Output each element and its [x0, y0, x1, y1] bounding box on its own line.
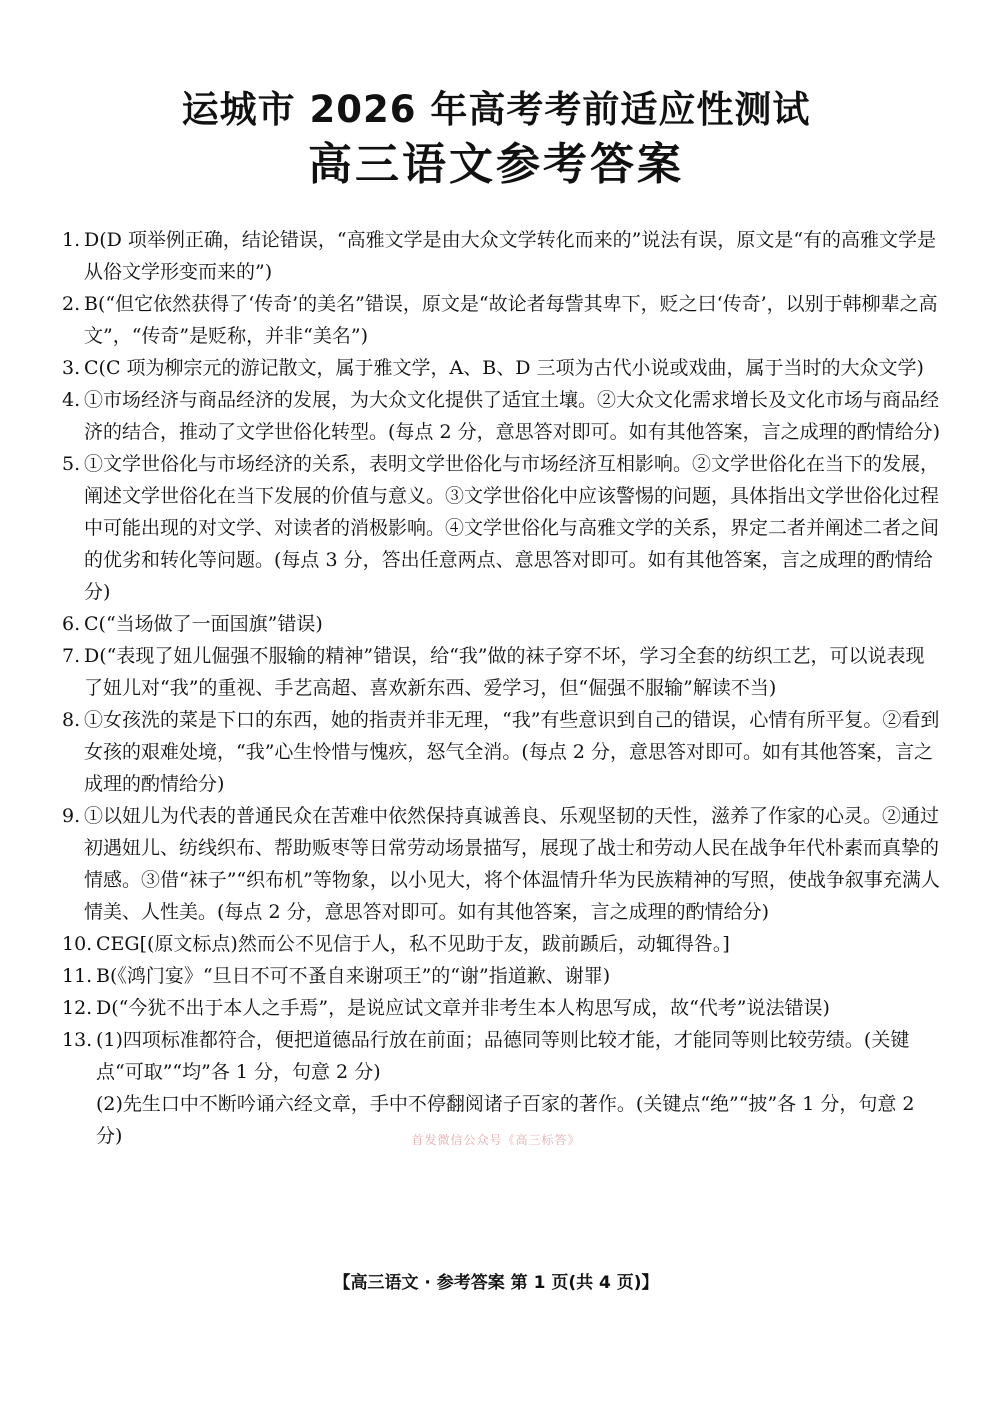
- exam-title: 运城市 2026 年高考考前适应性测试: [181, 88, 811, 131]
- answer-number: 11.: [62, 965, 93, 987]
- answer-item-9: [62, 800, 942, 928]
- answer-text: C(C 项为柳宗元的游记散文，属于雅文学，A、B、D 三项为古代小说或戏曲，属于当时的大众文学): [84, 357, 924, 379]
- answer-text: CEG[(原文标点)然而公不见信于人，私不见助于友，跋前踬后，动辄得咎。]: [96, 933, 730, 955]
- answer-text: ①以妞儿为代表的普通民众在苦难中依然保持真诚善良、乐观坚韧的天性，滋养了作家的心灵。②通过初遇妞儿、纺线织布、帮助贩枣等日常劳动场景描写，展现了战士和劳动人民在战争年代朴素而真挚的情感。③借“袜子”“织布机”等物象，以小见大，将个体温情升华为民族精神的写照，使战争叙事充满人情美、人性美。(每点 2 分，意思答对即可。如有其他答案，言之成理的酌情给分): [84, 805, 940, 923]
- page-footer: 【高三语文 · 参考答案 第 1 页(共 4 页)】: [333, 1273, 659, 1293]
- answer-text: ①文学世俗化与市场经济的关系，表明文学世俗化与市场经济互相影响。②文学世俗化在当下的发展，阐述文学世俗化在当下发展的价值与意义。③文学世俗化中应该警惕的问题，具体指出文学世俗化过程中可能出现的对文学、对读者的消极影响。④文学世俗化与高雅文学的关系，界定二者并阐述二者之间的优劣和转化等问题。(每点 3 分，答出任意两点、意思答对即可。如有其他答案，言之成理的酌情给分): [84, 453, 940, 603]
- answer-number: 1.: [62, 229, 81, 251]
- answer-list: [62, 224, 942, 1152]
- answer-number: 13.: [62, 1029, 93, 1051]
- answer-number: 6.: [62, 613, 81, 635]
- answer-text: ①市场经济与商品经济的发展，为大众文化提供了适宜土壤。②大众文化需求增长及文化市场与商品经济的结合，推动了文学世俗化转型。(每点 2 分，意思答对即可。如有其他答案，言之成理的酌情给分): [84, 389, 940, 443]
- answer-item-2: [62, 288, 942, 352]
- answer-text: B(《鸿门宴》“旦日不可不蚤自来谢项王”的“谢”指道歉、谢罪): [96, 965, 611, 987]
- answer-item-10: [62, 928, 942, 960]
- document-subtitle: 高三语文参考答案: [308, 139, 684, 190]
- answer-number: 12.: [62, 997, 93, 1019]
- answer-text: D(D 项举例正确，结论错误，“高雅文学是由大众文学转化而来的”说法有误，原文是“有的高雅文学是从俗文学形变而来的”): [84, 229, 937, 283]
- answer-text: ①女孩洗的菜是下口的东西，她的指责并非无理，“我”有些意识到自己的错误，心情有所平复。②看到女孩的艰难处境，“我”心生怜惜与愧疚，怒气全消。(每点 2 分，意思答对即可。如有其他答案，言之成理的酌情给分): [84, 709, 940, 795]
- answer-item-6: [62, 608, 942, 640]
- answer-item-1: [62, 224, 942, 288]
- answer-number: 3.: [62, 357, 81, 379]
- answer-item-4: [62, 384, 942, 448]
- answer-13-part-1: (1)四项标准都符合，便把道德品行放在前面；品德同等则比较才能，才能同等则比较劳绩。(关键点“可取”“均”各 1 分，句意 2 分): [96, 1029, 910, 1083]
- answer-item-12: [62, 992, 942, 1024]
- answer-number: 8.: [62, 709, 81, 731]
- answer-item-7: [62, 640, 942, 704]
- answer-text: B(“但它依然获得了‘传奇’的美名”错误，原文是“故论者每訾其卑下，贬之曰‘传奇’，以别于韩柳辈之高文”，“传奇”是贬称，并非“美名”): [84, 293, 938, 347]
- answer-item-5: [62, 448, 942, 608]
- answer-item-8: [62, 704, 942, 800]
- answer-item-3: [62, 352, 942, 384]
- answer-text: C(“当场做了一面国旗”错误): [84, 613, 323, 635]
- answer-number: 9.: [62, 805, 81, 827]
- answer-text: D(“表现了妞儿倔强不服输的精神”错误，给“我”做的袜子穿不坏，学习全套的纺织工艺，可以说表现了妞儿对“我”的重视、手艺高超、喜欢新东西、爱学习，但“倔强不服输”解读不当): [84, 645, 925, 699]
- answer-number: 10.: [62, 933, 93, 955]
- answer-number: 2.: [62, 293, 81, 315]
- answer-number: 5.: [62, 453, 81, 475]
- answer-13-part-2: (2)先生口中不断吟诵六经文章，手中不停翻阅诸子百家的著作。(关键点“绝”“披”各 1 分，句意 2 分): [96, 1093, 915, 1147]
- answer-text: D(“今犹不出于本人之手焉”，是说应试文章并非考生本人构思写成，故“代考”说法错误): [96, 997, 830, 1019]
- answer-item-11: [62, 960, 942, 992]
- answer-number: 7.: [62, 645, 81, 667]
- answer-number: 4.: [62, 389, 81, 411]
- watermark-text: 首发微信公众号《高三标答》: [411, 1133, 581, 1147]
